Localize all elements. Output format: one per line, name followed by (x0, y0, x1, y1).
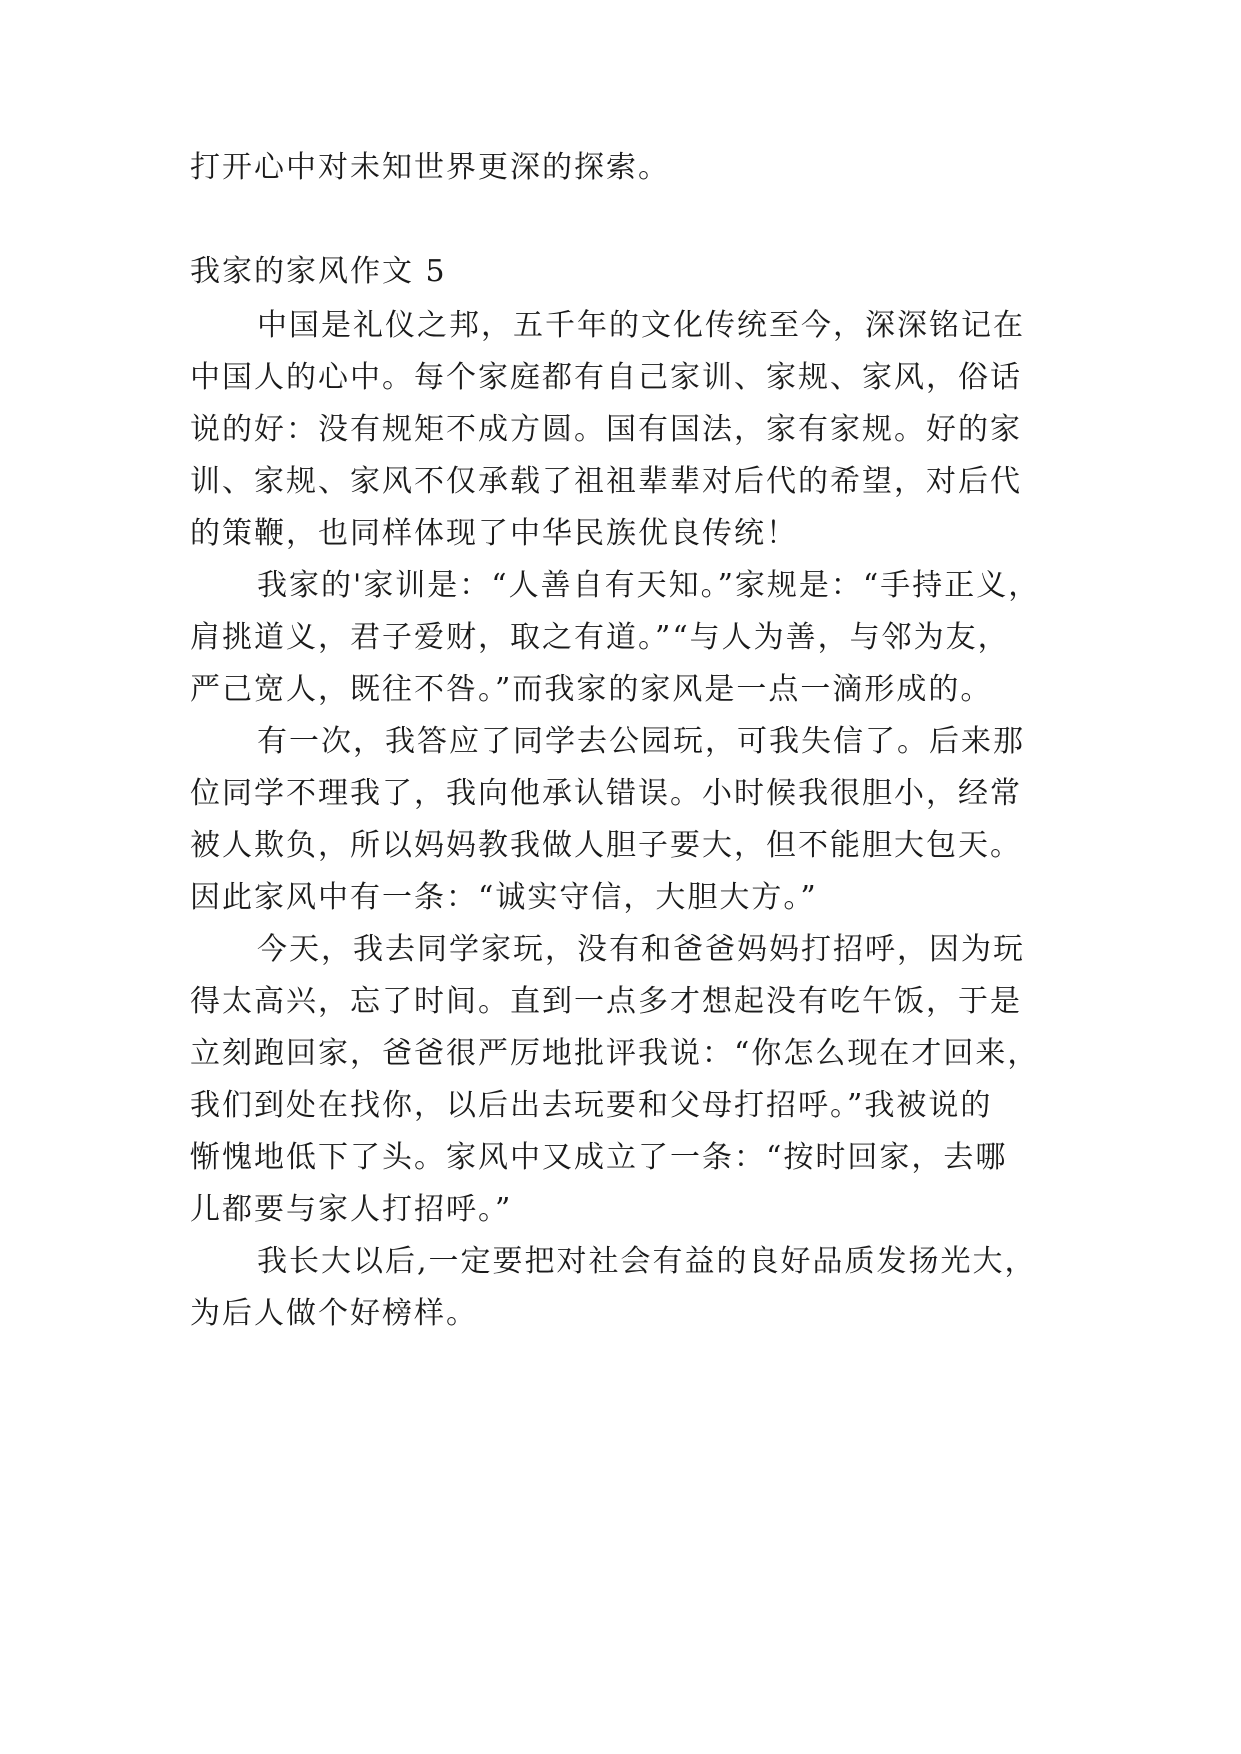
text-line: 被人欺负，所以妈妈教我做人胆子要大，但不能胆大包天。 (190, 828, 1022, 863)
text-line: 肩挑道义，君子爱财，取之有道。”“与人为善，与邻为友， (190, 620, 1010, 655)
text-line: 打开心中对未知世界更深的探索。 (190, 150, 670, 185)
text-line: 我家的'家训是：“人善自有天知。”家规是：“手持正义， (257, 568, 1041, 603)
text-line: 儿都要与家人打招呼。” (190, 1192, 513, 1227)
text-line: 严己宽人，既往不咎。”而我家的家风是一点一滴形成的。 (190, 672, 993, 707)
text-line: 中国是礼仪之邦，五千年的文化传统至今，深深铭记在 (257, 308, 1025, 343)
text-line: 训、家规、家风不仅承载了祖祖辈辈对后代的希望，对后代 (190, 464, 1022, 499)
text-line: 说的好：没有规矩不成方圆。国有国法，家有家规。好的家 (190, 412, 1022, 447)
text-line: 中国人的心中。每个家庭都有自己家训、家规、家风，俗话 (190, 360, 1022, 395)
text-line: 我长大以后,一定要把对社会有益的良好品质发扬光大， (257, 1244, 1037, 1279)
text-line: 为后人做个好榜样。 (190, 1296, 478, 1331)
text-line: 惭愧地低下了头。家风中又成立了一条：“按时回家，去哪 (190, 1140, 1008, 1175)
section-title: 我家的家风作文 5 (190, 254, 447, 289)
text-line: 我们到处在找你，以后出去玩要和父母打招呼。”我被说的 (190, 1088, 993, 1123)
text-line: 得太高兴，忘了时间。直到一点多才想起没有吃午饭，于是 (190, 984, 1022, 1019)
text-line: 的策鞭，也同样体现了中华民族优良传统！ (190, 516, 798, 551)
text-line: 今天，我去同学家玩，没有和爸爸妈妈打招呼，因为玩 (257, 932, 1025, 967)
text-line: 因此家风中有一条：“诚实守信，大胆大方。” (190, 880, 818, 915)
text-line: 位同学不理我了，我向他承认错误。小时候我很胆小，经常 (190, 776, 1022, 811)
text-line: 有一次，我答应了同学去公园玩，可我失信了。后来那 (257, 724, 1025, 759)
text-line: 立刻跑回家，爸爸很严厉地批评我说：“你怎么现在才回来， (190, 1036, 1040, 1071)
